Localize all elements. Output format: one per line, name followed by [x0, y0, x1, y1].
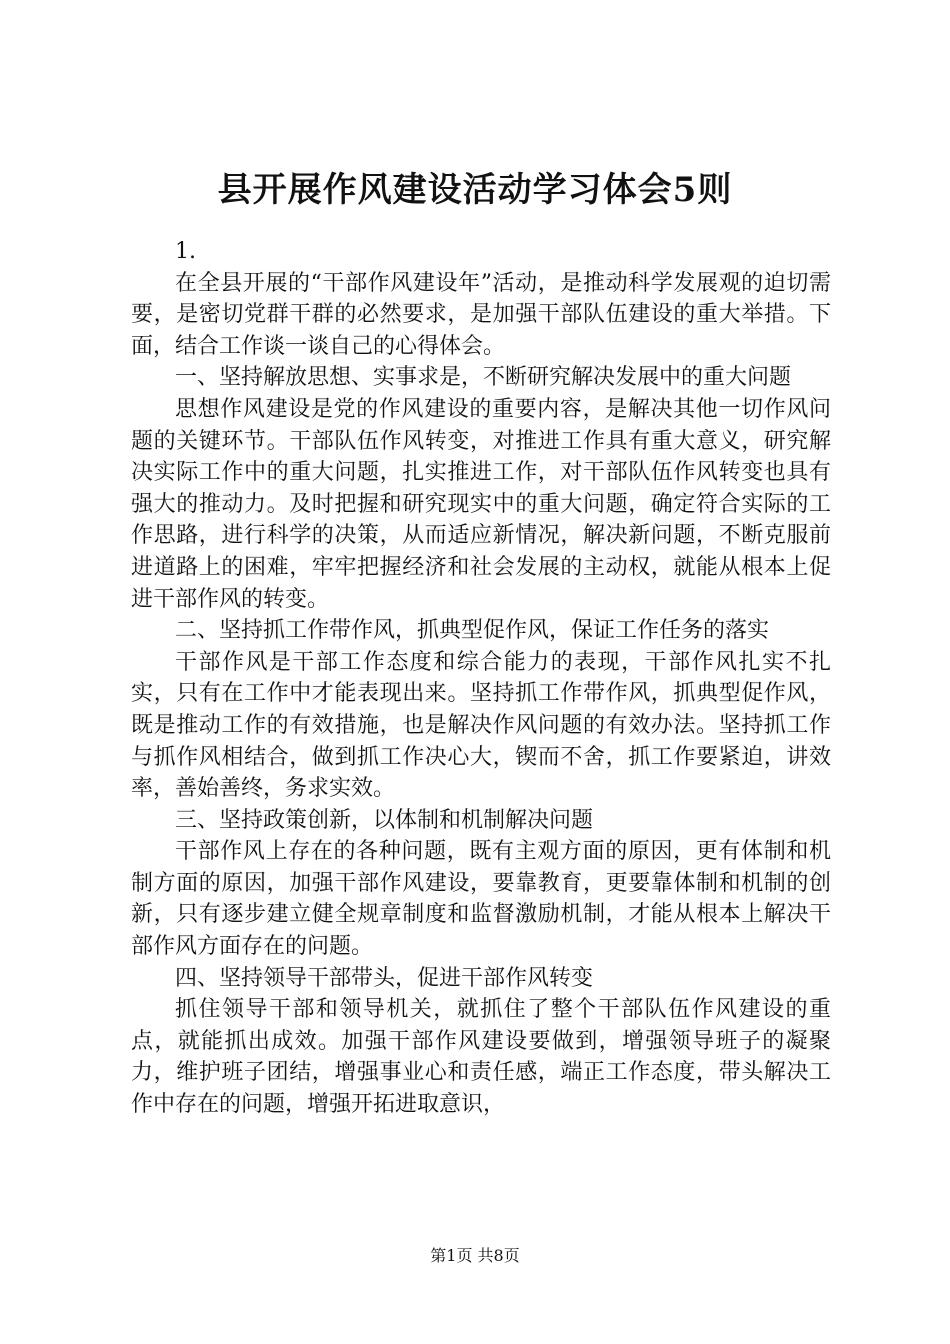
intro-paragraph: 在全县开展的“干部作风建设年”活动，是推动科学发展观的迫切需要，是密切党群干群的必然要求，是加强干部队伍建设的重大举措。下面，结合工作谈一谈自己的心得体会。 [131, 270, 831, 359]
section-heading-1: 一、坚持解放思想、实事求是，不断研究解决发展中的重大问题 [175, 365, 792, 391]
page-title: 县开展作风建设活动学习体会5则 [217, 170, 733, 210]
section-heading-2: 二、坚持抓工作带作风，抓典型促作风，保证工作任务的落实 [175, 618, 770, 644]
body-paragraph-1: 思想作风建设是党的作风建设的重要内容，是解决其他一切作风问题的关键环节。干部队伍作风转变，对推进工作具有重大意义，研究解决实际工作中的重大问题，扎实推进工作，对干部队伍作风转变也具有强大的推动力。及时把握和研究现实中的重大问题，确定符合实际的工作思路，进行科学的决策，从而适应新情况，解决新问题，不断克服前进道路上的困难，牢牢把握经济和社会发展的主动权，就能从根本上促进干部作风的转变。 [131, 396, 831, 612]
body-paragraph-4: 抓住领导干部和领导机关，就抓住了整个干部队伍作风建设的重点，就能抓出成效。加强干部作风建设要做到，增强领导班子的凝聚力，维护班子团结，增强事业心和责任感，端正工作态度，带头解决工作中存在的问题，增强开拓进取意识， [131, 997, 831, 1118]
document-body [131, 236, 831, 1121]
section-heading-3: 三、坚持政策创新，以体制和机制解决问题 [175, 807, 594, 833]
body-paragraph-3: 干部作风上存在的各种问题，既有主观方面的原因，更有体制和机制方面的原因，加强干部作风建设，要靠教育，更要靠体制和机制的创新，只有逐步建立健全规章制度和监督激励机制，才能从根本上解决干部作风方面存在的问题。 [131, 839, 831, 960]
page-footer: 第1页 共8页 [430, 1246, 520, 1265]
section-heading-4: 四、坚持领导干部带头，促进干部作风转变 [175, 965, 594, 991]
body-paragraph-2: 干部作风是干部工作态度和综合能力的表现，干部作风扎实不扎实，只有在工作中才能表现出来。坚持抓工作带作风，抓典型促作风，既是推动工作的有效措施，也是解决作风问题的有效办法。坚持抓工作与抓作风相结合，做到抓工作决心大，锲而不舍，抓工作要紧迫，讲效率，善始善终，务求实效。 [131, 649, 831, 802]
section-number: 1. [175, 239, 196, 264]
